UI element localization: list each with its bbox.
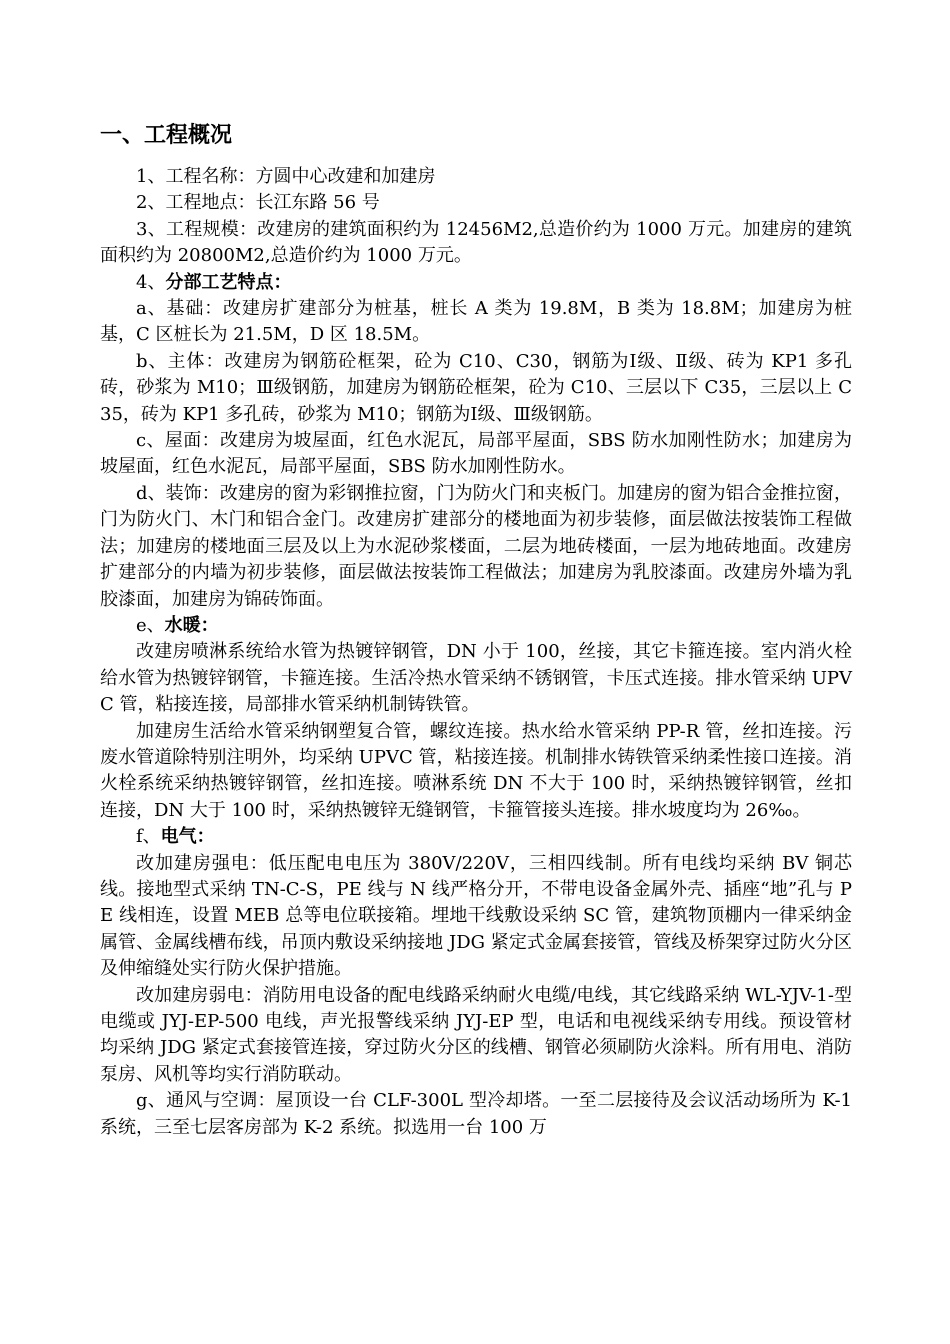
features-title: 分部工艺特点： (165, 271, 292, 293)
plumbing-heading (100, 613, 852, 639)
electrical-heading (100, 824, 852, 850)
roof-paragraph: c、屋面：改建房为坡屋面，红色水泥瓦，局部平屋面，SBS 防水加刚性防水；加建房为坡屋面，红色水泥瓦，局部平屋面，SBS 防水加刚性防水。 (100, 430, 852, 478)
features-number: 4、 (136, 271, 166, 293)
decoration-paragraph: d、装饰：改建房的窗为彩钢推拉窗，门为防火门和夹板门。加建房的窗为铝合金推拉窗，门为防火门、木门和铝合金门。改建房扩建部分的楼地面为初步装修，面层做法按装饰工程做法；加建房的楼地面三层及以上为水泥砂浆楼面，二层为地砖楼面，一层为地砖地面。改建房扩建部分的内墙为初步装修，面层做法按装饰工程做法；加建房为乳胶漆面。改建房外墙为乳胶漆面，加建房为锦砖饰面。 (100, 482, 852, 610)
plumbing-number: e、 (136, 614, 165, 636)
section-heading: 一、工程概况 (100, 123, 233, 148)
plumbing-paragraph-2: 加建房生活给水管采纳钢塑复合管，螺纹连接。热水给水管采纳 PP-R 管，丝扣连接。污废水管道除特别注明外，均采纳 UPVC 管，粘接连接。机制排水铸铁管采纳柔性接口连接。消火栓系统采纳热镀锌钢管，丝扣连接。喷淋系统 DN 不大于 100 时，采纳热镀锌钢管，丝扣连接，DN 大于 100 时，采纳热镀锌无缝钢管，卡箍管接头连接。排水坡度均为 26‰。 (100, 720, 852, 821)
project-location: 2、工程地点：长江东路 56 号 (136, 192, 380, 214)
project-name: 1、工程名称：方圆中心改建和加建房 (136, 166, 436, 187)
features-heading (100, 270, 852, 296)
electrical-number: f、 (136, 826, 161, 848)
hvac-paragraph: g、通风与空调：屋顶设一台 CLF-300L 型冷却塔。一至二层接待及会议活动场所为 K-1 系统，三至七层客房部为 K-2 系统。拟选用一台 100 万 (100, 1090, 852, 1138)
electrical-paragraph-1: 改加建房强电：低压配电电压为 380V/220V，三相四线制。所有电线均采纳 BV 铜芯线。接地型式采纳 TN-C-S，PE 线与 N 线严格分开，不带电设备金属外壳、插座“地”孔与 PE 线相连，设置 MEB 总等电位联接箱。埋地干线敷设采纳 SC 管，建筑物顶棚内一律采纳金属管、金属线槽布线，吊顶内敷设采纳接地 JDG 紧定式金属套接管，管线及桥架穿过防火分区及伸缩缝处实行防火保护措施。 (100, 852, 852, 980)
plumbing-paragraph-1: 改建房喷淋系统给水管为热镀锌钢管，DN 小于 100，丝接，其它卡箍连接。室内消火栓给水管为热镀锌钢管，卡箍连接。生活冷热水管采纳不锈钢管，卡压式连接。排水管采纳 UPVC 管，粘接连接，局部排水管采纳机制铸铁管。 (100, 641, 852, 716)
foundation-paragraph: a、基础：改建房扩建部分为桩基，桩长 A 类为 19.8M，B 类为 18.8M；加建房为桩基，C 区桩长为 21.5M，D 区 18.5M。 (100, 298, 852, 346)
plumbing-title: 水暖： (164, 614, 219, 636)
electrical-paragraph-2: 改加建房弱电：消防用电设备的配电线路采纳耐火电缆/电线，其它线路采纳 WL-YJV-1-型电缆或 JYJ-EP-500 电线，声光报警线采纳 JYJ-EP 型，电话和电视线采纳专用线。预设管材均采纳 JDG 紧定式套接管连接，穿过防火分区的线槽、钢管必须刷防火涂料。所有用电、消防泵房、风机等均实行消防联动。 (100, 984, 852, 1085)
main-body-paragraph: b、主体：改建房为钢筋砼框架，砼为 C10、C30，钢筋为Ⅰ级、Ⅱ级、砖为 KP1 多孔砖，砂浆为 M10；Ⅲ级钢筋，加建房为钢筋砼框架，砼为 C10、三层以下 C35，三层以上 C35，砖为 KP1 多孔砖，砂浆为 M10；钢筋为Ⅰ级、Ⅲ级钢筋。 (100, 350, 852, 425)
electrical-title: 电气： (160, 826, 215, 848)
document-page (100, 118, 852, 1141)
project-scale: 3、工程规模：改建房的建筑面积约为 12456M2,总造价约为 1000 万元。加建房的建筑面积约为 20800M2,总造价约为 1000 万元。 (100, 218, 852, 267)
